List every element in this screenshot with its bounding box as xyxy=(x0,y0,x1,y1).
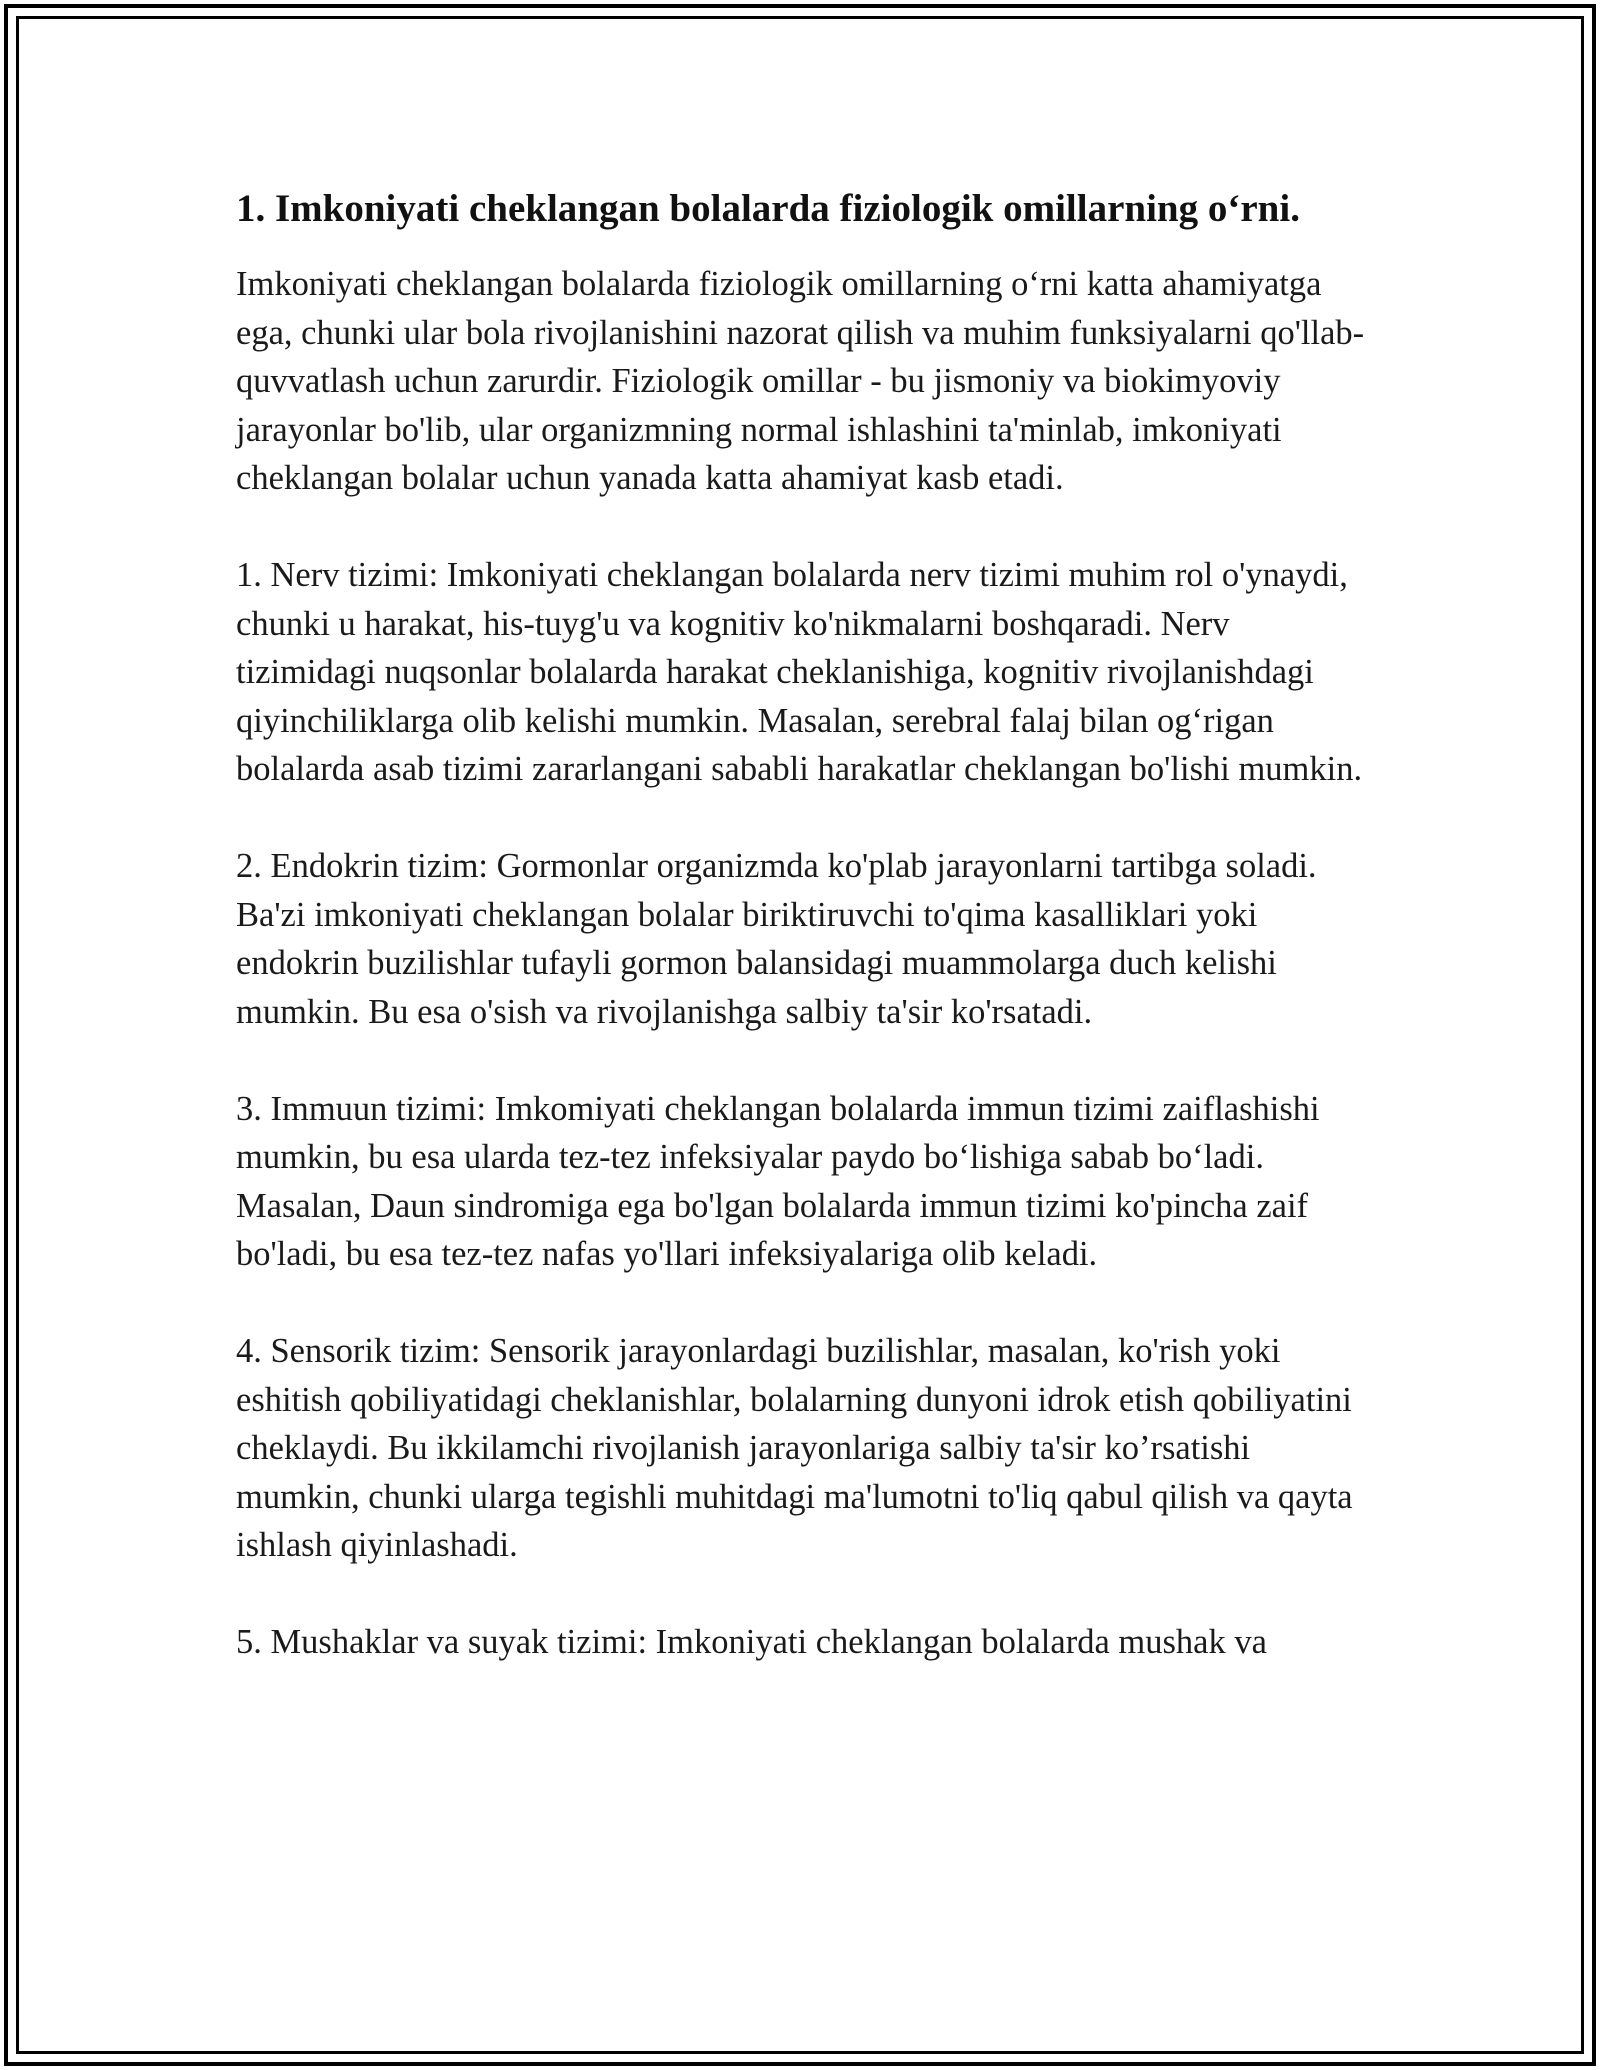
intro-paragraph: Imkoniyati cheklangan bolalarda fiziologik omillarning o‘rni katta ahamiyatga ega, chunki ular bola rivojlanishini nazorat qilish va muhim funksiyalarni qo'llab-quvvatlash uchun zarurdir. Fiziologik omillar - bu jismoniy va biokimyoviy jarayonlar bo'lib, ular organizmning normal ishlashini ta'minlab, imkoniyati cheklangan bolalar uchun yanada katta ahamiyat kasb etadi. xyxy=(236,265,1365,497)
paragraph-mushaklar-suyak-tizimi: 5. Mushaklar va suyak tizimi: Imkoniyati cheklangan bolalarda mushak va xyxy=(236,1623,1267,1661)
document-body xyxy=(236,184,1376,1667)
paragraph-nerv-tizimi: 1. Nerv tizimi: Imkoniyati cheklangan bolalarda nerv tizimi muhim rol o'ynaydi, chunki u harakat, his-tuyg'u va kognitiv ko'nikmalarni boshqaradi. Nerv tizimidagi nuqsonlar bolalarda harakat cheklanishiga, kognitiv rivojlanishdagi qiyinchiliklarga olib kelishi mumkin. Masalan, serebral falaj bilan og‘rigan bolalarda asab tizimi zararlangani sababli harakatlar cheklangan bo'lishi mumkin. xyxy=(236,556,1363,788)
document-title: 1. Imkoniyati cheklangan bolalarda fiziologik omillarning o‘rni. xyxy=(236,187,1300,230)
paragraph-sensorik-tizim: 4. Sensorik tizim: Sensorik jarayonlardagi buzilishlar, masalan, ko'rish yoki eshitish qobiliyatidagi cheklanishlar, bolalarning dunyoni idrok etish qobiliyatini cheklaydi. Bu ikkilamchi rivojlanish jarayonlariga salbiy ta'sir ko’rsatishi mumkin, chunki ularga tegishli muhitdagi ma'lumotni to'liq qabul qilish va qayta ishlash qiyinlashadi. xyxy=(236,1332,1353,1564)
paragraph-endokrin-tizim: 2. Endokrin tizim: Gormonlar organizmda ko'plab jarayonlarni tartibga soladi. Ba'zi imkoniyati cheklangan bolalar biriktiruvchi to'qima kasalliklari yoki endokrin buzilishlar tufayli gormon balansidagi muammolarga duch kelishi mumkin. Bu esa o'sish va rivojlanishga salbiy ta'sir ko'rsatadi. xyxy=(236,847,1317,1031)
paragraph-immun-tizimi: 3. Immuun tizimi: Imkomiyati cheklangan bolalarda immun tizimi zaiflashishi mumkin, bu esa ularda tez-tez infeksiyalar paydo bo‘lishiga sabab bo‘ladi. Masalan, Daun sindromiga ega bo'lgan bolalarda immun tizimi ko'pincha zaif bo'ladi, bu esa tez-tez nafas yo'llari infeksiyalariga olib keladi. xyxy=(236,1089,1320,1273)
